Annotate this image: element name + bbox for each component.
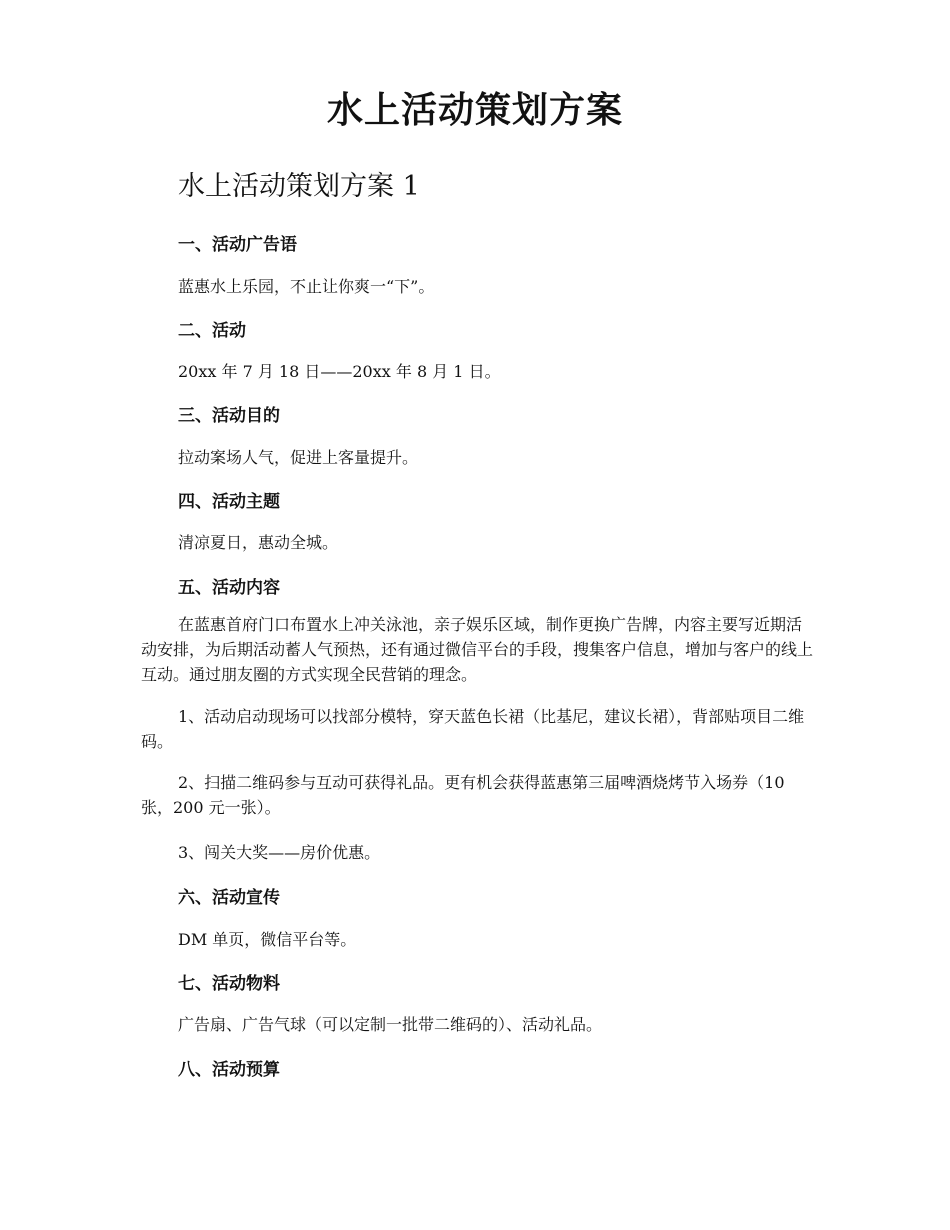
section-heading-time: 二、活动 xyxy=(178,321,246,341)
section-body-materials: 广告扇、广告气球（可以定制一批带二维码的）、活动礼品。 xyxy=(178,1015,603,1034)
section-heading-materials: 七、活动物料 xyxy=(178,974,280,994)
section-heading-slogan: 一、活动广告语 xyxy=(178,235,297,255)
section-heading-promotion: 六、活动宣传 xyxy=(178,888,280,908)
content-item-2: 2、扫描二维码参与互动可获得礼品。更有机会获得蓝惠第三届啤酒烧烤节入场券（10 张，200 元一张）。 xyxy=(141,773,785,817)
content-item-1: 1、活动启动现场可以找部分模特，穿天蓝色长裙（比基尼，建议长裙），背部贴项目二维码。 xyxy=(141,707,805,751)
section-body-purpose: 拉动案场人气，促进上客量提升。 xyxy=(178,448,419,467)
section-heading-theme: 四、活动主题 xyxy=(178,492,280,512)
section-body-theme: 清凉夏日，惠动全城。 xyxy=(178,533,339,552)
section-heading-content: 五、活动内容 xyxy=(178,578,280,598)
plan-subtitle: 水上活动策划方案 1 xyxy=(178,171,420,202)
section-body-slogan: 蓝惠水上乐园，不止让你爽一“下”。 xyxy=(178,277,435,296)
section-heading-purpose: 三、活动目的 xyxy=(178,406,280,426)
content-item-3: 3、闯关大奖——房价优惠。 xyxy=(178,843,381,862)
document-title: 水上活动策划方案 xyxy=(326,89,623,131)
section-heading-budget: 八、活动预算 xyxy=(178,1060,280,1080)
section-body-time: 20xx 年 7 月 18 日——20xx 年 8 月 1 日。 xyxy=(178,362,501,381)
section-body-promotion: DM 单页，微信平台等。 xyxy=(178,930,357,949)
content-paragraph: 在蓝惠首府门口布置水上冲关泳池，亲子娱乐区域，制作更换广告牌，内容主要写近期活动安排，为后期活动蓄人气预热，还有通过微信平台的手段，搜集客户信息，增加与客户的线上互动。通过朋友圈的方式实现全民营销的理念。 xyxy=(141,615,814,684)
